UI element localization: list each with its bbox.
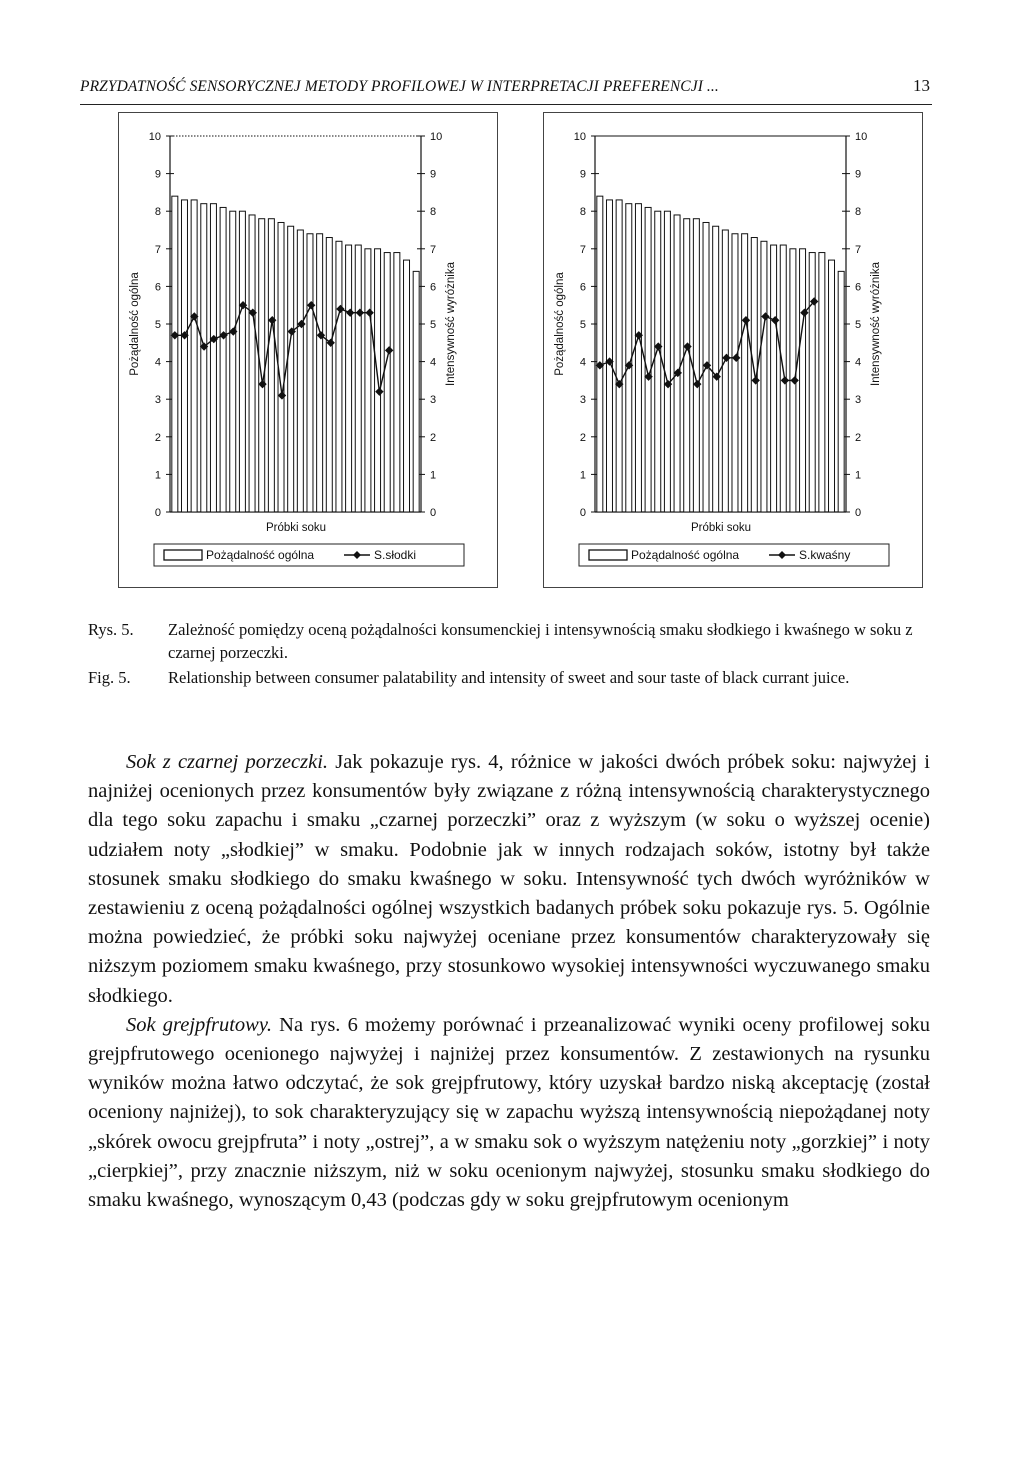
legend-label-bars: Pożądalność ogólna (206, 548, 315, 562)
y-tick-label-left: 4 (154, 356, 161, 369)
bar (268, 219, 274, 512)
bar (606, 200, 612, 512)
page-number: 13 (913, 76, 930, 95)
bar (355, 245, 361, 512)
legend-label-line: S.słodki (374, 548, 417, 562)
y-tick-label-left: 6 (154, 281, 161, 294)
y-tick-label-left: 3 (579, 394, 586, 407)
bar (181, 200, 187, 512)
bar (297, 230, 303, 512)
y-tick-label-left: 6 (579, 281, 586, 294)
body-text (88, 748, 930, 1215)
bar (645, 207, 651, 512)
bar (635, 204, 641, 512)
running-header (80, 72, 932, 105)
bar (761, 241, 767, 512)
y-tick-label-left: 1 (154, 469, 161, 482)
legend-bar-swatch (589, 550, 627, 560)
y-tick-label-left: 9 (154, 168, 161, 181)
y-tick-label-right: 2 (855, 431, 862, 444)
bar (597, 196, 603, 512)
paragraph-grapefruit-text: Na rys. 6 możemy porównać i przeanalizować wyniki oceny profilowej soku grejpfrutowego ocenionego najwyżej i najniżej przez konsumentów. Z zestawionych na rysunku wyników można łatwo odczytać, że sok grejpfrutowy, który uzyskał bardzo niską akceptację (został oceniony najniżej), to sok charakteryzujący się w zapachu wyższą intensywnością niepożądanej noty „skórek owocu grejpfruta” i noty „ostrej”, a w smaku sok o wyższym natężeniu noty „gorzkiej” i noty „cierpkiej”, przy znacznie niższym, niż w soku ocenionym najwyżej, stosunku smaku słodkiego do smaku kwaśnego, wynoszącym 0,43 (podczas gdy w soku grejpfrutowym ocenionym (88, 1013, 930, 1212)
y-tick-label-right: 9 (430, 168, 437, 181)
bar (249, 215, 255, 512)
bar (713, 226, 719, 512)
y-tick-label-right: 8 (855, 206, 862, 219)
bar (800, 249, 806, 512)
y-axis-label-left: Pożądalność ogólna (554, 272, 566, 376)
bar (413, 271, 419, 512)
bar (384, 253, 390, 512)
y-tick-label-left: 5 (579, 319, 586, 331)
bar (655, 211, 661, 512)
y-tick-label-left: 2 (579, 431, 586, 444)
y-tick-label-left: 9 (579, 168, 586, 181)
y-tick-label-right: 3 (855, 394, 862, 407)
caption-pl (88, 618, 938, 664)
caption-en (88, 666, 938, 689)
y-tick-label-right: 6 (855, 281, 862, 294)
y-tick-label-left: 8 (579, 206, 586, 219)
bar (220, 207, 226, 512)
bar (838, 271, 844, 512)
bar (365, 249, 371, 512)
bar (674, 215, 680, 512)
y-axis-label-right: Intensywność wyróżnika (870, 262, 882, 386)
figure-captions (88, 618, 938, 691)
legend (154, 544, 464, 566)
legend-label-bars: Pożądalność ogólna (631, 548, 740, 562)
bar (722, 230, 728, 512)
bar (394, 253, 400, 512)
bar (201, 204, 207, 512)
y-tick-label-left: 7 (154, 243, 161, 256)
bar (829, 260, 835, 512)
paragraph-black-currant (88, 748, 930, 1011)
y-tick-label-right: 0 (855, 507, 862, 519)
y-tick-label-left: 10 (148, 131, 161, 143)
y-tick-label-right: 9 (855, 168, 862, 181)
caption-en-text: Relationship between consumer palatability and intensity of sweet and sour taste of black currant juice. (168, 668, 850, 687)
caption-pl-text: Zależność pomiędzy oceną pożądalności konsumenckiej i intensywnością smaku słodkiego i kwaśnego w soku z czarnej porzeczki. (168, 620, 913, 662)
chart-svg (118, 112, 498, 588)
y-tick-label-right: 1 (430, 469, 437, 482)
y-tick-label-left: 4 (579, 356, 586, 369)
bar (664, 211, 670, 512)
y-tick-label-left: 5 (154, 319, 161, 331)
x-axis-label: Próbki soku (690, 522, 752, 534)
y-tick-label-left: 8 (154, 206, 161, 219)
y-tick-label-right: 8 (430, 206, 437, 219)
paragraph-grapefruit-heading: Sok grejpfrutowy. (126, 1013, 272, 1036)
y-tick-label-right: 3 (430, 394, 437, 407)
chart-sour (543, 112, 923, 588)
legend (579, 544, 889, 566)
bar (326, 238, 332, 512)
bar (230, 211, 236, 512)
y-tick-label-left: 1 (579, 469, 586, 482)
bar (616, 200, 622, 512)
legend-label-line: S.kwaśny (799, 548, 851, 562)
chart-sweet (118, 112, 498, 588)
caption-pl-label: Rys. 5. (88, 620, 134, 639)
paragraph-black-currant-text: Jak pokazuje rys. 4, różnice w jakości dwóch próbek soku: najwyżej i najniżej ocenionych przez konsumentów były związane z różną intensywnością charakterystycznego dla tego soku zapachu i smaku „czarnej porzeczki” oraz z wyższym (w soku o wyższej ocenie) udziałem noty „słodkiej” w smaku. Podobnie jak w innych rodzajach soków, istotny był także stosunek smaku słodkiego do smaku kwaśnego w soku. Intensywność tych dwóch wyróżników w zestawieniu z oceną pożądalności ogólnej wszystkich badanych próbek soku pokazuje rys. 5. Ogólnie można powiedzieć, że próbki soku najwyżej oceniane przez konsumentów charakteryzowały się niższym poziomem smaku kwaśnego, przy stosunkowo wysokiej intensywności wyczuwanego smaku słodkiego. (88, 751, 930, 1007)
bar (288, 226, 294, 512)
x-axis-label: Próbki soku (265, 522, 327, 534)
caption-en-label: Fig. 5. (88, 668, 131, 687)
y-tick-label-right: 2 (430, 431, 437, 444)
legend-bar-swatch (164, 550, 202, 560)
y-tick-label-right: 6 (430, 281, 437, 294)
y-tick-label-right: 0 (430, 507, 437, 519)
y-tick-label-right: 5 (430, 319, 437, 331)
chart-svg (543, 112, 923, 588)
bar (771, 245, 777, 512)
bar (191, 200, 197, 512)
bar (684, 219, 690, 512)
bar (210, 204, 216, 512)
y-tick-label-left: 7 (579, 243, 586, 256)
paragraph-black-currant-heading: Sok z czarnej porzeczki. (126, 751, 329, 773)
bar (239, 211, 245, 512)
y-tick-label-right: 4 (855, 356, 862, 369)
y-axis-label-right: Intensywność wyróżnika (445, 262, 457, 386)
y-tick-label-left: 10 (573, 131, 586, 143)
y-axis-label-left: Pożądalność ogólna (129, 272, 141, 376)
y-tick-label-right: 10 (855, 131, 868, 143)
bar (336, 241, 342, 512)
y-tick-label-left: 3 (154, 394, 161, 407)
y-tick-label-right: 5 (855, 319, 862, 331)
y-tick-label-right: 7 (855, 243, 862, 256)
bar (307, 234, 313, 512)
bar (809, 253, 815, 512)
y-tick-label-left: 2 (154, 431, 161, 444)
bar (693, 219, 699, 512)
y-tick-label-right: 7 (430, 243, 437, 256)
bar (404, 260, 410, 512)
bar (346, 245, 352, 512)
bar (732, 234, 738, 512)
y-tick-label-right: 1 (855, 469, 862, 482)
paragraph-grapefruit (88, 1011, 930, 1215)
y-tick-label-right: 10 (430, 131, 443, 143)
bar (742, 234, 748, 512)
bar (317, 234, 323, 512)
y-tick-label-right: 4 (430, 356, 437, 369)
running-title: PRZYDATNOŚĆ SENSORYCZNEJ METODY PROFILOWEJ W INTERPRETACJI PREFERENCJI ... (80, 78, 719, 95)
y-tick-label-left: 0 (579, 507, 586, 519)
bar (172, 196, 178, 512)
bar (819, 253, 825, 512)
y-tick-label-left: 0 (154, 507, 161, 519)
